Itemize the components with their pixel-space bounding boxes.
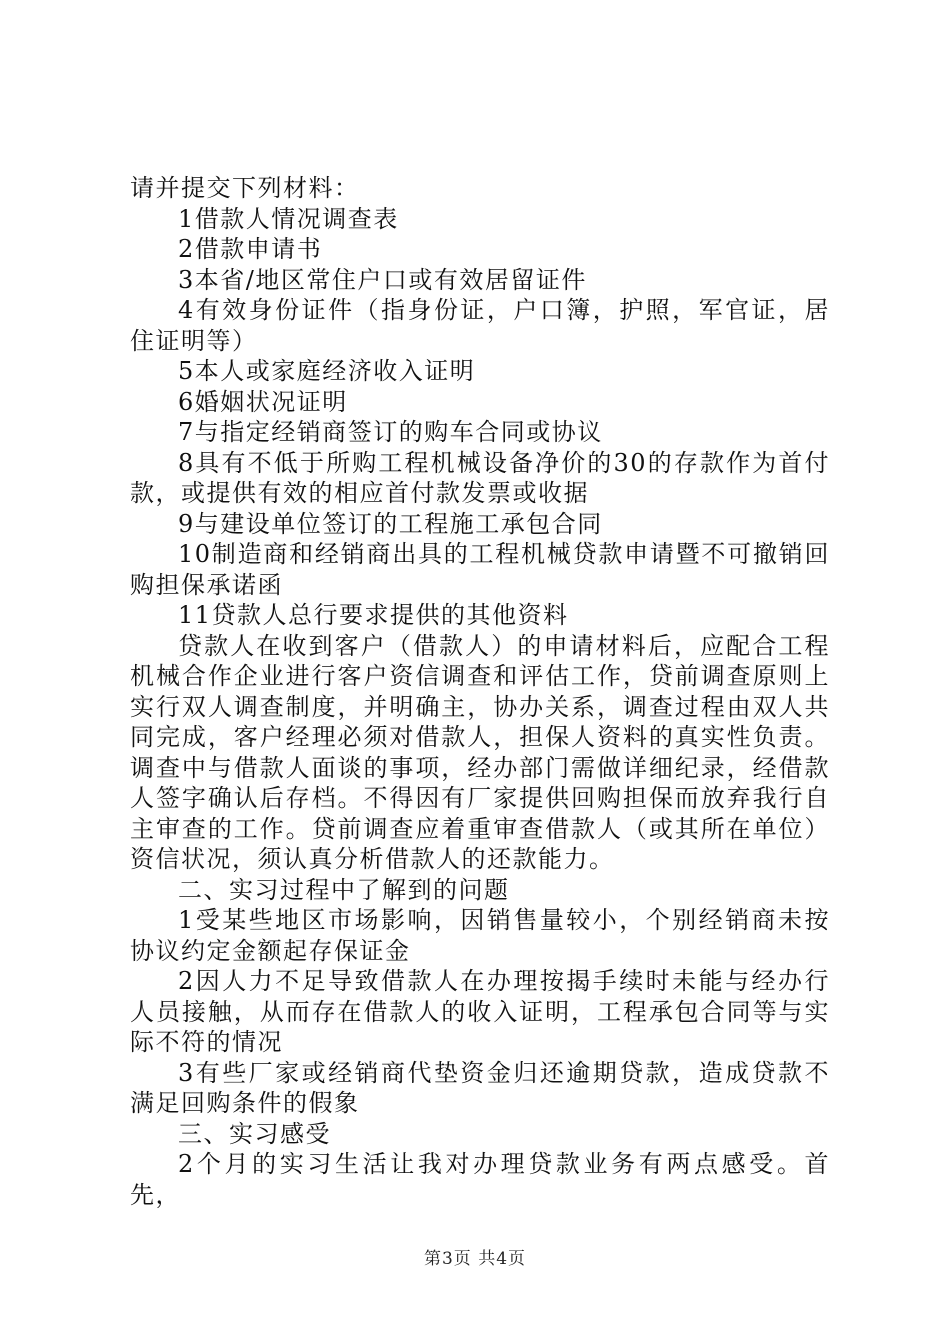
paragraph-review: 贷款人在收到客户（借款人）的申请材料后，应配合工程机械合作企业进行客户资信调查和评估工作，贷前调查原则上实行双人调查制度，并明确主，协办关系，调查过程由双人共同完成，客户经理必须对借款人，担保人资料的真实性负责。调查中与借款人面谈的事项，经办部门需做详细纪录，经借款人签字确认后存档。不得因有厂家提供回购担保而放弃我行自主审查的工作。贷前调查应着重审查借款人（或其所在单位）资信状况，须认真分析借款人的还款能力。 — [130, 631, 830, 873]
page-number-footer: 第3页 共4页 — [423, 1249, 527, 1269]
list-item: 10制造商和经销商出具的工程机械贷款申请暨不可撤销回购担保承诺函 — [130, 540, 830, 599]
list-item: 7与指定经销商签订的购车合同或协议 — [178, 418, 603, 446]
list-item: 1受某些地区市场影响，因销售量较小，个别经销商未按协议约定金额起存保证金 — [130, 906, 830, 965]
paragraph-feelings: 2个月的实习生活让我对办理贷款业务有两点感受。首先， — [130, 1150, 830, 1209]
list-item: 2借款申请书 — [178, 235, 323, 263]
list-item: 11贷款人总行要求提供的其他资料 — [178, 601, 569, 629]
list-item: 3本省/地区常住户口或有效居留证件 — [178, 265, 587, 294]
list-item: 4有效身份证件（指身份证，户口簿，护照，军官证，居住证明等） — [130, 296, 830, 355]
document-body — [130, 173, 830, 1210]
list-item: 8具有不低于所购工程机械设备净价的30的存款作为首付款，或提供有效的相应首付款发票或收据 — [130, 448, 830, 507]
list-item: 2因人力不足导致借款人在办理按揭手续时未能与经办行人员接触，从而存在借款人的收入证明，工程承包合同等与实际不符的情况 — [130, 967, 830, 1056]
list-item: 1借款人情况调查表 — [178, 204, 399, 233]
list-item: 3有些厂家或经销商代垫资金归还逾期贷款，造成贷款不满足回购条件的假象 — [130, 1058, 830, 1117]
section-heading: 二、实习过程中了解到的问题 — [178, 875, 510, 904]
list-item: 6婚姻状况证明 — [178, 387, 348, 416]
list-item: 9与建设单位签订的工程施工承包合同 — [178, 509, 603, 538]
list-item: 5本人或家庭经济收入证明 — [178, 357, 476, 385]
section-heading: 三、实习感受 — [178, 1119, 331, 1148]
paragraph-intro: 请并提交下列材料： — [130, 174, 360, 202]
